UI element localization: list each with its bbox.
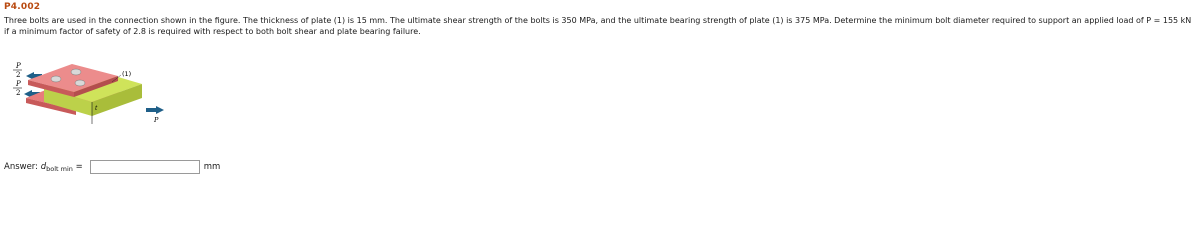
connection-figure <box>4 58 174 148</box>
answer-unit: mm <box>203 162 221 172</box>
bolt-head-1 <box>51 76 61 82</box>
answer-input[interactable] <box>90 160 200 174</box>
bottom-load-denominator: 2 <box>16 89 21 97</box>
problem-number: P4.002 <box>4 2 41 12</box>
top-load-numerator: P <box>16 62 21 70</box>
answer-prefix: Answer: <box>4 161 41 172</box>
problem-statement: Three bolts are used in the connection shown in the figure. The thickness of plate (1) is 15 mm. The ultimate shear strength of the bolts is 350 MPa, and the ultimate bearing strength of plate (1) is 375 MPa. Determine the minimum bolt diameter required to support an applied load of P = 155 kN if a minimum factor of safety of 2.8 is required with respect to both bolt shear and plate bearing failure. <box>4 16 1192 36</box>
answer-symbol: d <box>40 161 47 172</box>
answer-row <box>4 158 220 176</box>
right-load-arrow <box>146 106 164 114</box>
connection-diagram <box>4 58 174 148</box>
answer-subscript: bolt min <box>46 164 73 173</box>
bottom-load-numerator: P <box>16 80 21 88</box>
bolt-head-2 <box>71 69 81 75</box>
answer-label <box>4 162 83 173</box>
plate-1-label: (1) <box>122 70 132 78</box>
bolt-head-3 <box>75 80 85 86</box>
thickness-label: t <box>95 105 98 112</box>
answer-equals: = <box>72 161 83 172</box>
right-load-label: P <box>154 116 159 124</box>
top-load-denominator: 2 <box>16 71 21 79</box>
